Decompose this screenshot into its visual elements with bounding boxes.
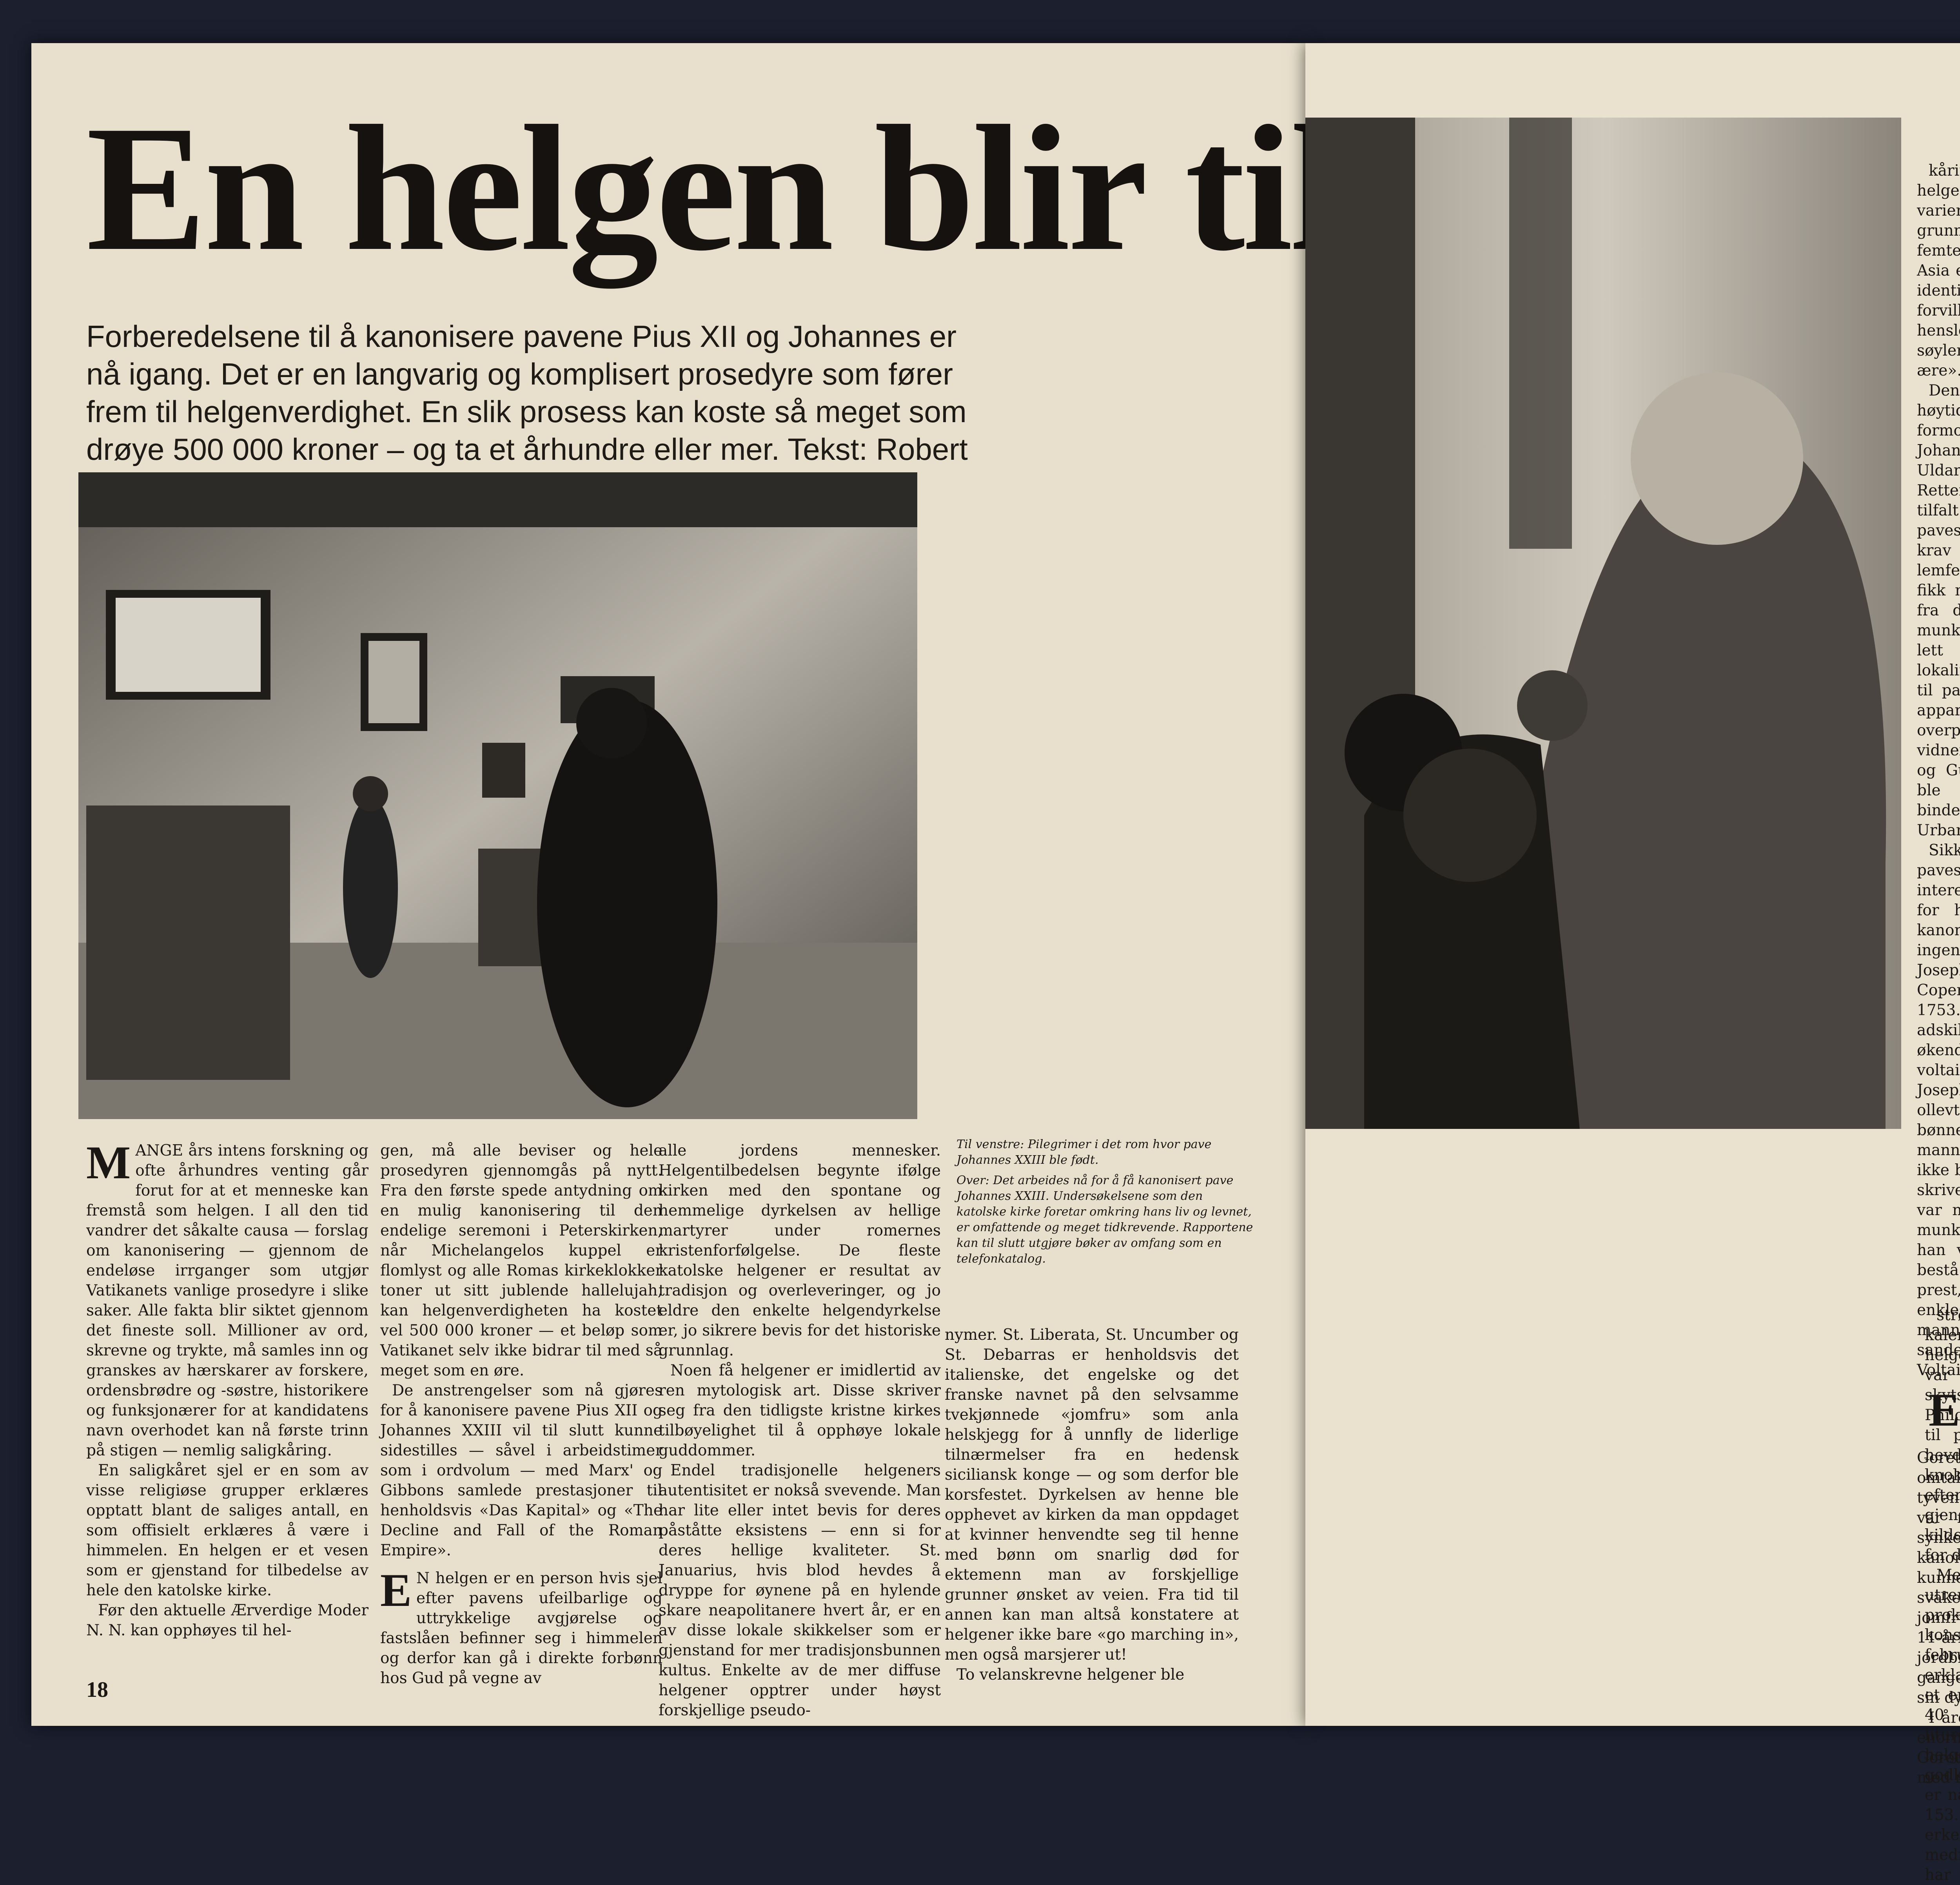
- body-column-7: [1917, 161, 1960, 1788]
- body-text: Endel tradisjonelle helgeners autentisitet er nokså svevende. Man har lite eller intet bevis for deres påståtte eksistens — enn si for deres hellige kvaliteter. St. Januarius, hvis blod hevdes å dryppe for øynene på en hylende skare neapolitanere hvert år, er en av disse lokale skikkelser som er gjenstand for mer tradisjonsbunnen kultus. Enkelte av de mer diffuse helgener opptrer under høyst forskjellige pseudo-: [659, 1460, 941, 1720]
- body-text: Goret omtal tyven var synke kanon kunne svake jomfr 11-år jordb gange sin dy: [1917, 1389, 1960, 1707]
- dropcap-e: E: [380, 1571, 412, 1610]
- body-text: N helgen er en person hvis sjel efter pavens ufeilbarlige og uttrykkelige avgjørelse og fastslåen befinner seg i himmelen og derfor kan gå i direkte forbønn hos Gud på vegne av: [380, 1569, 662, 1687]
- page-number: 18: [86, 1677, 108, 1702]
- dropcap-e2: E: [1917, 1390, 1960, 1430]
- body-column-1: [86, 1141, 368, 1640]
- right-page: [1305, 43, 1960, 1726]
- body-text: ANGE års intens forskning og ofte århundres venting går forut for at et menneske kan fremstå som helgen. I all den tid vandrer det såkalte causa — forslag om kanonisering — gjennom de endeløse irrganger som utgjør Vatikanets vanlige prosedyre i slike saker. Alle fakta blir siktet gjennom det fineste soll. Millioner av ord, skrevne og trykte, må samles inn og granskes av hærskarer av forskere, ordensbrødre og -søstre, historikere og funksjonærer for at kandidatens navn overhodet kan nå første trinn på stigen — nemlig saligkåring.: [86, 1142, 368, 1459]
- body-text: kåri helge varier grunn femte Asia identi forvill hensl søyler ære».: [1917, 161, 1960, 381]
- pilgrims-room-photo: [78, 472, 917, 1119]
- body-text: Den høyti formo Johan Uldar Rette tilfalt paves krav lemfe fikk fra d munk lett lokali til pa appar overp vidnef og G ble binde Urba: [1917, 381, 1960, 840]
- body-column-3: [659, 1141, 941, 1720]
- body-text: En saligkåret sjel er en som av visse religiøse grupper erklæres opptatt blant de saliges antall, en som offisielt erklæres å være i himmelen. En helgen er et vesen som er gjenstand for tilbedelse av hele den katolske kirke.: [86, 1460, 368, 1600]
- body-text: De anstrengelser som nå gjøres for å kanonisere pavene Pius XII og Johannes XXIII vil til slutt kunne sidestilles — såvel i arbeidstimer som i ordvolum — med Marx' og Gibbons samlede prestasjoner til henholdsvis «Das Kapital» og «The Decline and Fall of the Roman Empire».: [380, 1381, 662, 1560]
- body-text: I år enorm Goret med r: [1917, 1708, 1960, 1788]
- body-column-2: [380, 1141, 662, 1688]
- left-page: [31, 43, 1305, 1726]
- body-text: nymer. St. Liberata, St. Uncumber og St. Debarras er henholdsvis det italienske, det engelske og det franske navnet på den selvsamme tvekjønnede «jomfru» som anla helskjegg for å unnfly de liderlige tilnærmelser fra en hedensk siciliansk konge — og som derfor ble korsfestet. Dyrkelsen av henne ble opphevet av kirken da man oppdaget at kvinner henvendte seg til henne med bønn om snarlig død for ektemenn man av forskjellige grunner ønsket av veien. Fra tid til annen kan man altså konstatere at helgener ikke bare «go marching in», men også marsjerer ut!: [945, 1325, 1239, 1665]
- caption-text: Over: Det arbeides nå for å få kanonisert pave Johannes XXIII. Undersøkelsene som den katolske kirke foretar omkring hans liv og levnet, er omfattende og meget tidkrevende. Rapportene kan til slutt utgjøre bøker av omfang som en telefonkatalog.: [956, 1173, 1254, 1267]
- body-text: Sikk paves intere for h kanon ingen Josep Coper 1753. adski økend voltai Josep ollevt bønn mann ikke b skrive var n munk han bestå prest, enkle mann sande Voltai: [1917, 840, 1960, 1380]
- body-text: gen, må alle beviser og hele prosedyren gjennomgås på nytt. Fra den første spede antydning om en mulig kanonisering til den endelige seremoni i Peterskirken, når Michelangelos kuppel er flomlyst og alle Romas kirkeklokker toner ut sitt jublende hallelujah, kan helgenverdigheten ha kostet vel 500 000 kroner — et beløp som Vatikanet selv ikke bidrar til med så meget som en øre.: [380, 1141, 662, 1381]
- body-column-4: [945, 1325, 1239, 1685]
- dropcap-m: M: [86, 1143, 131, 1182]
- headline: En helgen blir til: [86, 90, 988, 286]
- photo-caption: [956, 1137, 1254, 1272]
- lede: Forberedelsene til å kanonisere pavene Pius XII og Johannes er nå igang. Det er en langvarig og komplisert prosedyre som fører frem til helgenverdighet. En slik prosess kan koste så meget som drøye 500 000 kroner – og ta et århundre eller mer. Tekst: Robert: [86, 317, 980, 506]
- body-text: str kale helg var skyt Philo til p hevd knok efter gjen kilde for d: [1925, 1305, 1960, 1565]
- body-text: Noen få helgener er imidlertid av ren mytologisk art. Disse skriver seg fra den tidligste kristne kirkes tilbøyelighet til å opphøye lokale guddommer.: [659, 1361, 941, 1460]
- body-text: To velanskrevne helgener ble: [945, 1665, 1239, 1685]
- body-text: Før den aktuelle Ærverdige Moder N. N. kan opphøyes til hel-: [86, 1600, 368, 1640]
- body-text: alle jordens mennesker. Helgentilbedelsen begynte ifølge kirken med den spontane og hemmelige dyrkelsen av hellige martyrer under romernes kristenforfølgelse. De fleste katolske helgener er resultat av tradisjon og overleveringer, og jo eldre den enkelte helgendyrkelse er, jo sikrere bevis for det historiske grunnlag.: [659, 1141, 941, 1361]
- caption-text: Til venstre: Pilegrimer i det rom hvor pave Johannes XXIII ble født.: [956, 1137, 1254, 1168]
- pope-blessing-photo: [1305, 118, 1901, 1129]
- body-text: Me utre prok kons febr erkl et e 40 litur helg godk er n 153. erke med har: [1925, 1565, 1960, 1885]
